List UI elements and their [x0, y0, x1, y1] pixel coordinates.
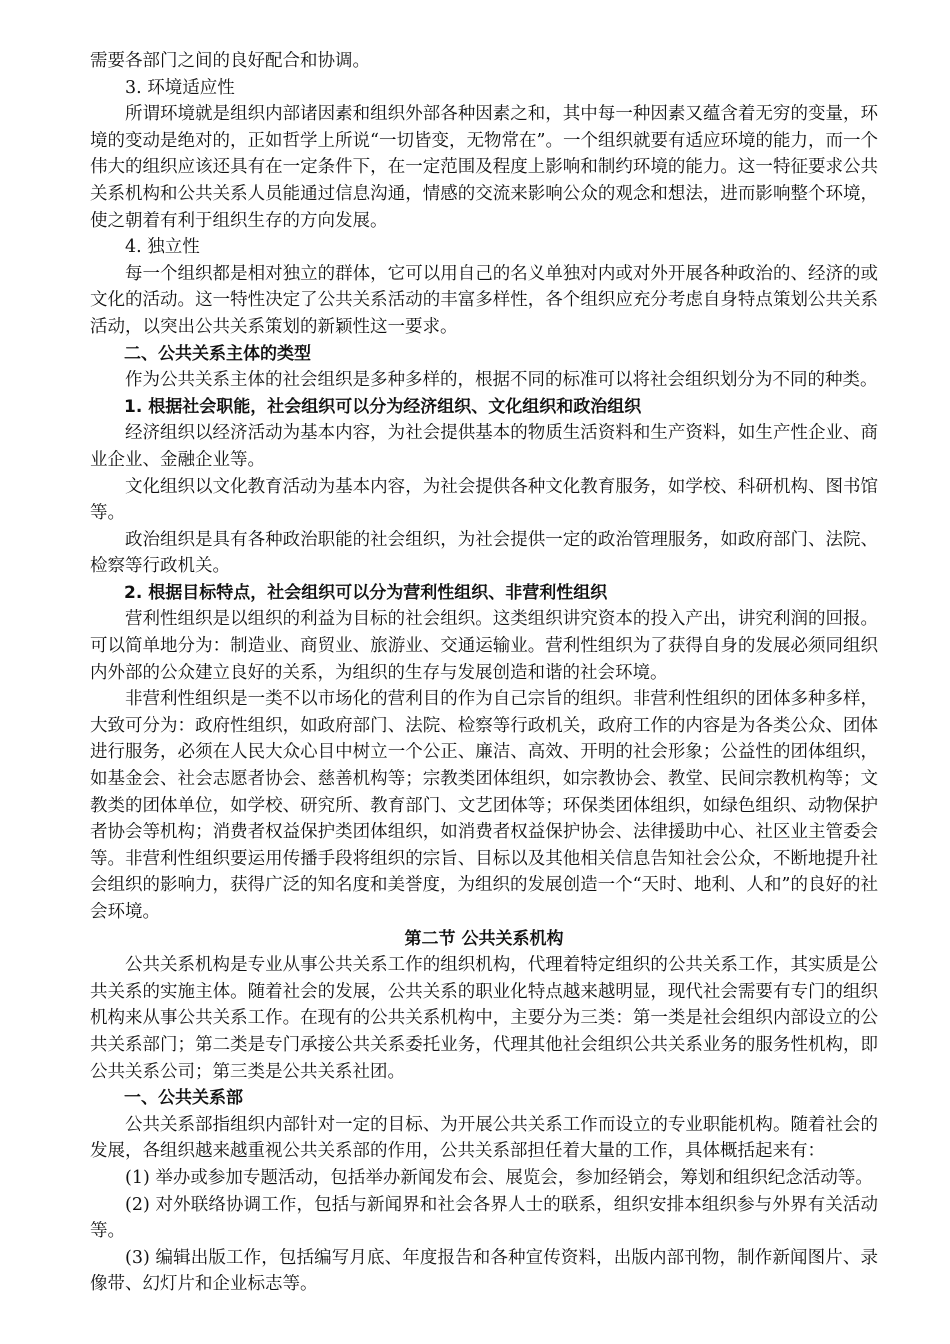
paragraph: 文化组织以文化教育活动为基本内容，为社会提供各种文化教育服务，如学校、科研机构、图书馆等。: [90, 476, 878, 524]
section-heading: 二、公共关系主体的类型: [124, 343, 311, 364]
body-text: 需要各部门之间的良好配合和协调。: [90, 51, 370, 71]
subsection-heading: 1. 根据社会职能，社会组织可以分为经济组织、文化组织和政治组织: [124, 396, 642, 417]
paragraph: 政治组织是具有各种政治职能的社会组织，为社会提供一定的政治管理服务，如政府部门、法院、检察等行政机关。: [90, 529, 878, 577]
paragraph: 作为公共关系主体的社会组织是多种多样的，根据不同的标准可以将社会组织划分为不同的种类。: [125, 370, 878, 391]
chapter-section-title: 第二节 公共关系机构: [404, 928, 564, 949]
paragraph: 公共关系机构是专业从事公共关系工作的组织机构，代理着特定组织的公共关系工作，其实质是公共关系的实施主体。随着社会的发展，公共关系的职业化特点越来越明显，现代社会需要有专门的组织机构来从事公共关系工作。在现有的公共关系机构中，主要分为三类：第一类是社会组织内部设立的公共关系部门；第二类是专门承接公共关系委托业务，代理其他社会组织公共关系业务的服务性机构，即公共关系公司；第三类是公共关系社团。: [90, 955, 878, 1082]
list-item: (3) 编辑出版工作，包括编写月底、年度报告和各种宣传资料，出版内部刊物，制作新闻图片、录像带、幻灯片和企业标志等。: [90, 1247, 878, 1295]
paragraph: 非营利性组织是一类不以市场化的营利目的作为自己宗旨的组织。非营利性组织的团体多种多样，大致可分为：政府性组织，如政府部门、法院、检察等行政机关，政府工作的内容是为各类公众、团体进行服务，必须在人民大众心目中树立一个公正、廉洁、高效、开明的社会形象；公益性的团体组织，如基金会、社会志愿者协会、慈善机构等；宗教类团体组织，如宗教协会、教堂、民间宗教机构等；文教类的团体单位，如学校、研究所、教育部门、文艺团体等；环保类团体组织，如绿色组织、动物保护者协会等机构；消费者权益保护类团体组织，如消费者权益保护协会、法律援助中心、社区业主管委会等。非营利性组织要运用传播手段将组织的宗旨、目标以及其他相关信息告知社会公众，不断地提升社会组织的影响力，获得广泛的知名度和美誉度，为组织的发展创造一个“天时、地利、人和”的良好的社会环境。: [90, 689, 878, 922]
subsection-heading: 3. 环境适应性: [125, 77, 235, 98]
paragraph: 所谓环境就是组织内部诸因素和组织外部各种因素之和，其中每一种因素又蕴含着无穷的变量，环境的变动是绝对的，正如哲学上所说“一切皆变，无物常在”。一个组织就要有适应环境的能力，而一个伟大的组织应该还具有在一定条件下，在一定范围及程度上影响和制约环境的能力。这一特征要求公共关系机构和公共关系人员能通过信息沟通，情感的交流来影响公众的观念和想法，进而影响整个环境，使之朝着有利于组织生存的方向发展。: [90, 104, 878, 231]
paragraph: 经济组织以经济活动为基本内容，为社会提供基本的物质生活资料和生产资料，如生产性企业、商业企业、金融企业等。: [90, 423, 878, 470]
list-item: (2) 对外联络协调工作，包括与新闻界和社会各界人士的联系，组织安排本组织参与外界有关活动等。: [90, 1194, 878, 1242]
paragraph: 每一个组织都是相对独立的群体，它可以用自己的名义单独对内或对外开展各种政治的、经济的或文化的活动。这一特性决定了公共关系活动的丰富多样性，各个组织应充分考虑自身特点策划公共关系活动，以突出公共关系策划的新颖性这一要求。: [90, 263, 878, 337]
subsection-heading: 2. 根据目标特点，社会组织可以分为营利性组织、非营利性组织: [124, 582, 608, 603]
paragraph: 公共关系部指组织内部针对一定的目标、为开展公共关系工作而设立的专业职能机构。随着社会的发展，各组织越来越重视公共关系部的作用，公共关系部担任着大量的工作，具体概括起来有：: [90, 1114, 878, 1162]
section-heading: 一、公共关系部: [124, 1088, 243, 1109]
paragraph: 营利性组织是以组织的利益为目标的社会组织。这类组织讲究资本的投入产出，讲究利润的回报。可以简单地分为：制造业、商贸业、旅游业、交通运输业。营利性组织为了获得自身的发展必须同组织内外部的公众建立良好的关系，为组织的生存与发展创造和谐的社会环境。: [90, 609, 878, 683]
subsection-heading: 4. 独立性: [125, 237, 200, 258]
list-item: (1) 举办或参加专题活动，包括举办新闻发布会、展览会，参加经销会，筹划和组织纪念活动等。: [125, 1167, 873, 1188]
